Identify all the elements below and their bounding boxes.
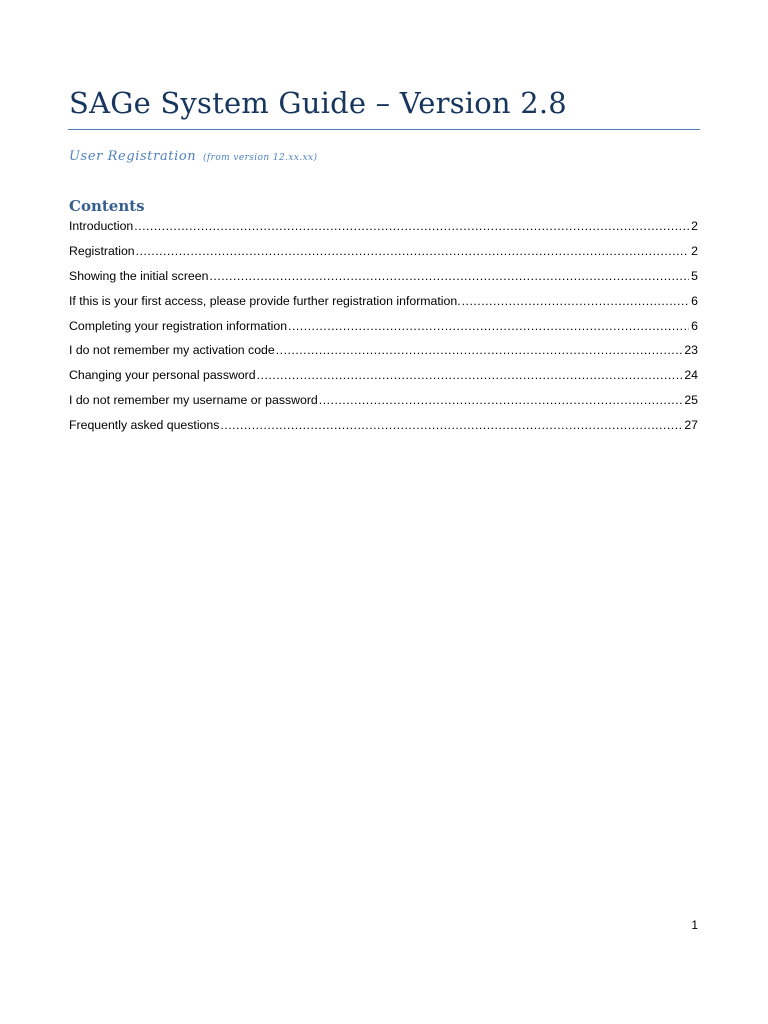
- contents-heading: Contents: [69, 197, 145, 215]
- toc-entry-introduction[interactable]: [69, 219, 698, 244]
- toc-entry-page: 6: [691, 293, 698, 308]
- toc-entry-label: Frequently asked questions: [69, 418, 220, 433]
- subtitle-version-note: (from version 12.xx.xx): [203, 153, 318, 163]
- toc-entry-page: 2: [691, 219, 698, 233]
- toc-entry-label: I do not remember my activation code: [69, 343, 275, 358]
- toc-entry-label: If this is your first access, please provide further registration information.: [69, 293, 461, 308]
- title-divider: [68, 129, 700, 130]
- toc-dot-leader: [462, 294, 690, 308]
- toc-entry-label: Showing the initial screen: [69, 268, 209, 283]
- toc-entry-activation-code[interactable]: [69, 343, 698, 368]
- document-subtitle: [69, 149, 317, 164]
- toc-entry-page: 25: [684, 393, 698, 408]
- toc-dot-leader: [288, 319, 689, 333]
- toc-entry-label: Registration: [69, 243, 135, 258]
- toc-entry-registration[interactable]: [69, 244, 698, 269]
- toc-dot-leader: [220, 418, 682, 432]
- table-of-contents: [69, 219, 698, 443]
- toc-entry-completing-registration[interactable]: [69, 319, 698, 344]
- toc-dot-leader: [136, 244, 690, 258]
- toc-dot-leader: [257, 368, 683, 382]
- toc-entry-label: I do not remember my username or password: [69, 393, 318, 408]
- toc-dot-leader: [276, 343, 683, 357]
- toc-entry-page: 6: [691, 318, 698, 333]
- toc-dot-leader: [209, 269, 689, 283]
- toc-entry-forgot-credentials[interactable]: [69, 393, 698, 418]
- toc-entry-initial-screen[interactable]: [69, 269, 698, 294]
- document-title: SAGe System Guide – Version 2.8: [69, 86, 567, 120]
- toc-dot-leader: [319, 393, 683, 407]
- toc-entry-page: 5: [691, 268, 698, 283]
- toc-entry-page: 24: [684, 368, 698, 383]
- toc-entry-page: 2: [691, 243, 698, 258]
- toc-entry-page: 23: [684, 343, 698, 358]
- toc-entry-first-access[interactable]: [69, 294, 698, 319]
- toc-entry-change-password[interactable]: [69, 368, 698, 393]
- toc-entry-page: 27: [684, 418, 698, 433]
- subtitle-text: User Registration: [69, 149, 197, 164]
- toc-entry-label: Changing your personal password: [69, 368, 256, 383]
- toc-dot-leader: [134, 219, 689, 233]
- toc-entry-label: Introduction: [69, 219, 134, 233]
- toc-entry-faq[interactable]: [69, 418, 698, 443]
- toc-entry-label: Completing your registration information: [69, 318, 288, 333]
- page-number: 1: [691, 918, 698, 932]
